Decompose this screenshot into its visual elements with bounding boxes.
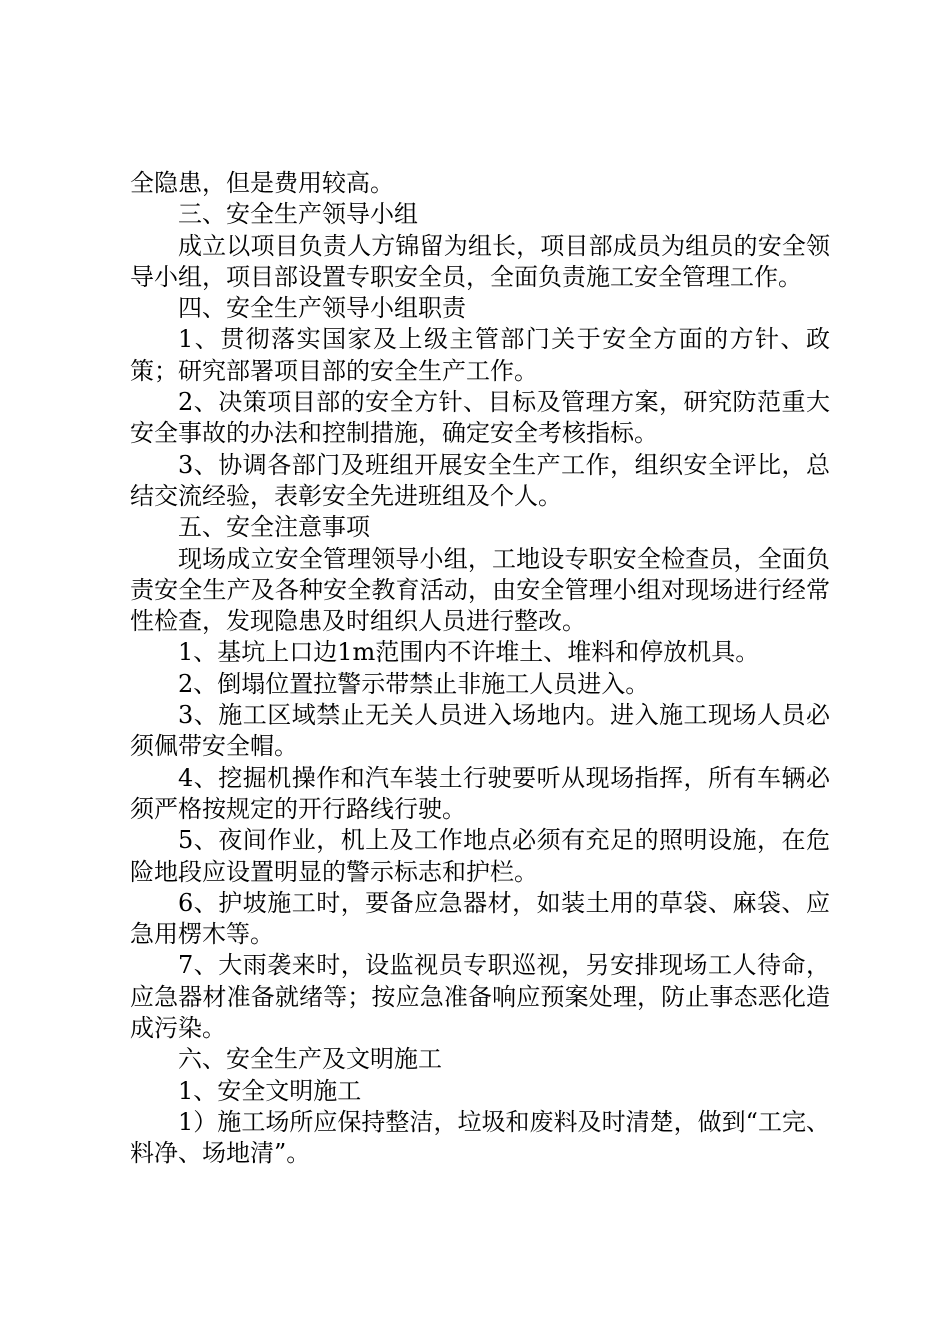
section-heading-5: 五、安全注意事项 (178, 513, 370, 542)
paragraph: 成立以项目负责人方锦留为组长，项目部成员为组员的安全领导小组，项目部设置专职安全员，全面负责施工安全管理工作。 (130, 231, 830, 291)
list-item: 1、贯彻落实国家及上级主管部门关于安全方面的方针、政策；研究部署项目部的安全生产工作。 (130, 325, 830, 385)
list-item: 4、挖掘机操作和汽车装土行驶要听从现场指挥，所有车辆必须严格按规定的开行路线行驶。 (130, 763, 830, 823)
paragraph: 现场成立安全管理领导小组，工地设专职安全检查员，全面负责安全生产及各种安全教育活动，由安全管理小组对现场进行经常性检查，发现隐患及时组织人员进行整改。 (130, 544, 830, 636)
list-item: 5、夜间作业，机上及工作地点必须有充足的照明设施，在危险地段应设置明显的警示标志和护栏。 (130, 826, 830, 886)
section-heading-4: 四、安全生产领导小组职责 (178, 294, 466, 323)
list-item: 1）施工场所应保持整洁，垃圾和废料及时清楚，做到“工完、料净、场地清”。 (130, 1107, 830, 1168)
list-item: 1、基坑上口边1m范围内不许堆土、堆料和停放机具。 (178, 638, 760, 667)
list-item: 7、大雨袭来时，设监视员专职巡视，另安排现场工人待命，应急器材准备就绪等；按应急准备响应预案处理，防止事态恶化造成污染。 (130, 951, 830, 1043)
subsection-heading: 1、安全文明施工 (178, 1076, 362, 1105)
section-heading-6: 六、安全生产及文明施工 (178, 1045, 442, 1074)
list-item: 6、护坡施工时，要备应急器材，如装土用的草袋、麻袋、应急用楞木等。 (130, 888, 830, 949)
list-item: 3、协调各部门及班组开展安全生产工作，组织安全评比，总结交流经验，表彰安全先进班组及个人。 (130, 450, 830, 510)
document-body (130, 168, 830, 1170)
list-item: 3、施工区域禁止无关人员进入场地内。进入施工现场人员必须佩带安全帽。 (130, 701, 830, 761)
paragraph-continuation: 全隐患，但是费用较高。 (130, 169, 394, 197)
list-item: 2、倒塌位置拉警示带禁止非施工人员进入。 (178, 669, 650, 698)
section-heading-3: 三、安全生产领导小组 (178, 200, 418, 229)
list-item: 2、决策项目部的安全方针、目标及管理方案，研究防范重大安全事故的办法和控制措施，确定安全考核指标。 (130, 388, 830, 448)
